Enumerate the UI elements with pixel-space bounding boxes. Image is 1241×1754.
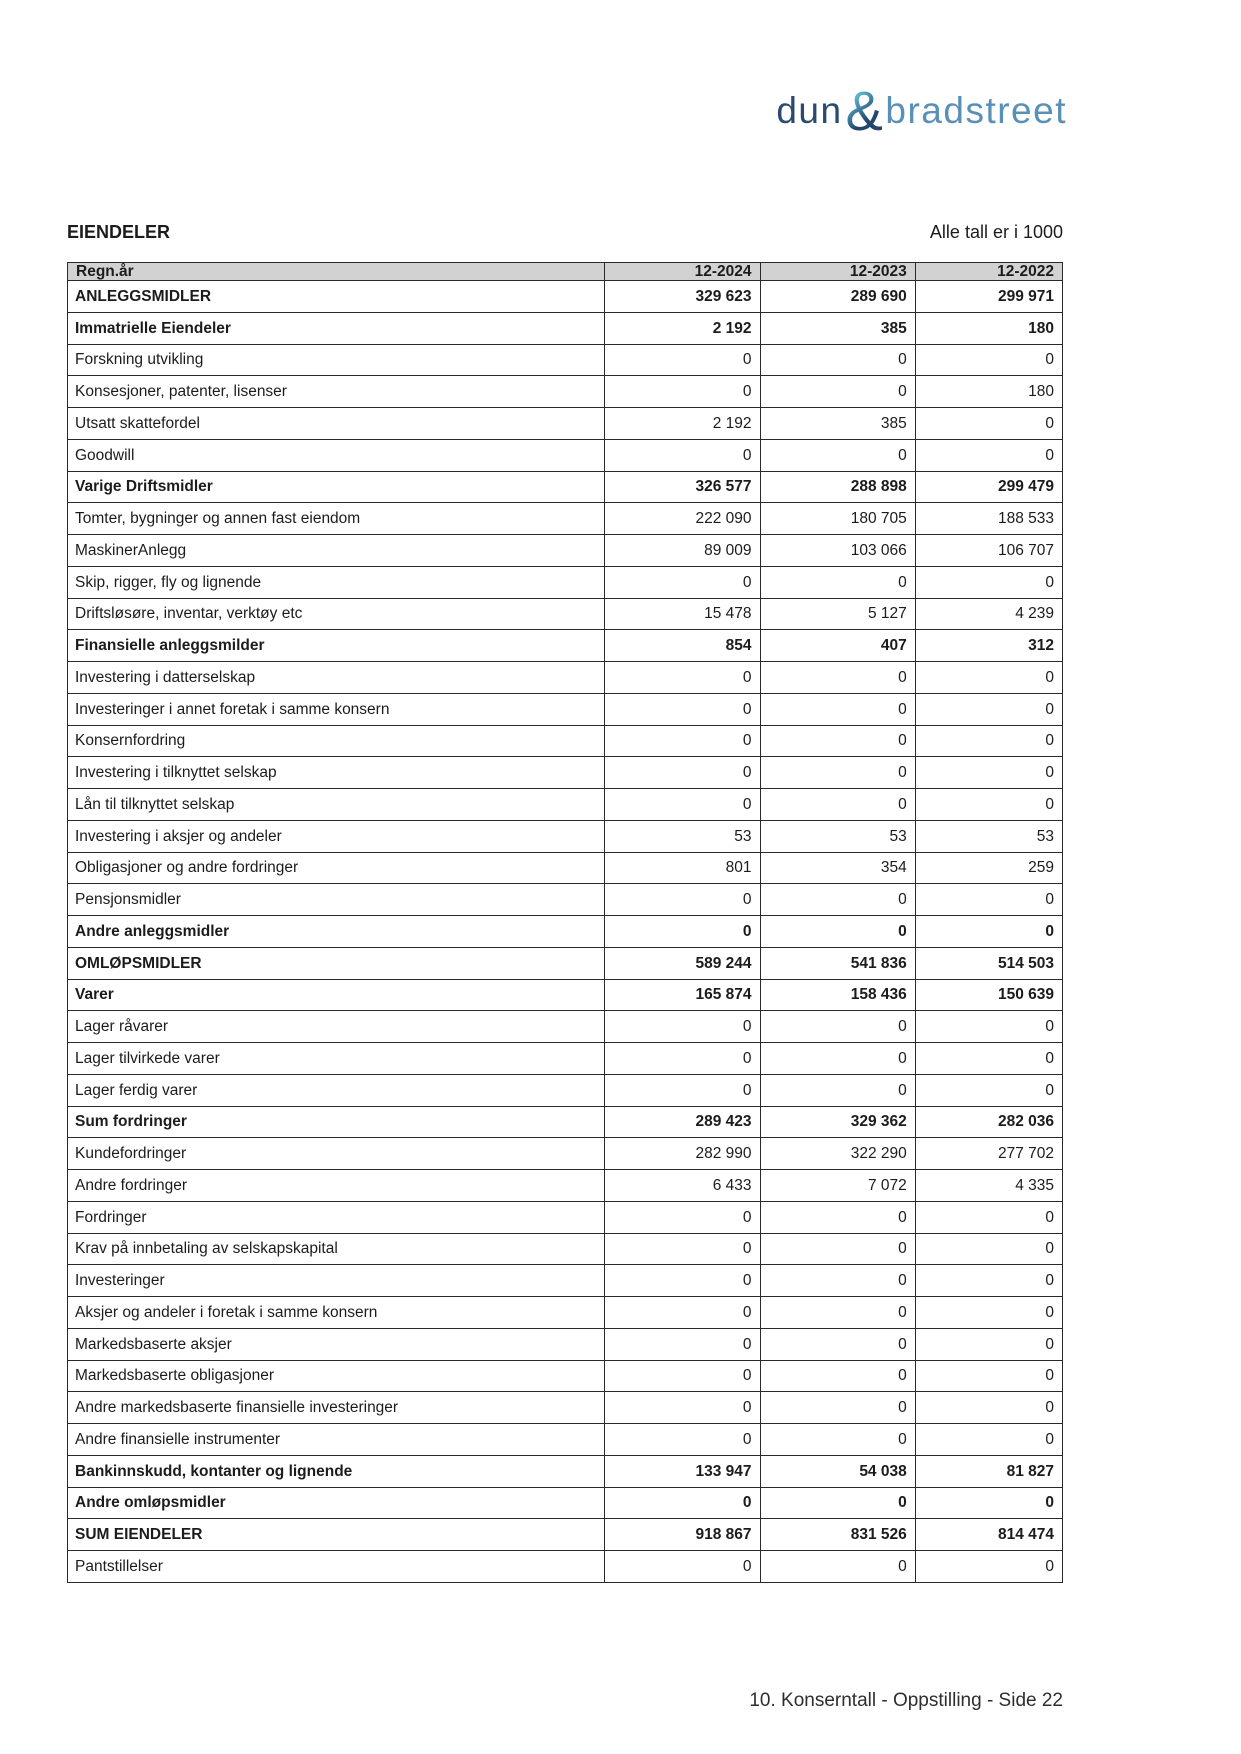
row-label: Varer bbox=[68, 979, 605, 1011]
row-value: 0 bbox=[915, 1392, 1062, 1424]
table-row bbox=[68, 1201, 1063, 1233]
row-label: SUM EIENDELER bbox=[68, 1519, 605, 1551]
table-row bbox=[68, 979, 1063, 1011]
row-value: 0 bbox=[760, 1392, 915, 1424]
row-label: Goodwill bbox=[68, 439, 605, 471]
row-value: 0 bbox=[760, 1265, 915, 1297]
row-value: 0 bbox=[605, 344, 760, 376]
table-row bbox=[68, 1424, 1063, 1456]
table-header-row bbox=[68, 263, 1063, 281]
row-value: 0 bbox=[605, 1011, 760, 1043]
table-row bbox=[68, 693, 1063, 725]
row-value: 0 bbox=[605, 1043, 760, 1075]
row-value: 299 971 bbox=[915, 281, 1062, 313]
row-label: ANLEGGSMIDLER bbox=[68, 281, 605, 313]
row-label: Andre fordringer bbox=[68, 1170, 605, 1202]
row-value: 0 bbox=[605, 1424, 760, 1456]
row-value: 289 423 bbox=[605, 1106, 760, 1138]
column-header-year-2: 12-2023 bbox=[760, 263, 915, 281]
table-row bbox=[68, 884, 1063, 916]
row-label: Pensjonsmidler bbox=[68, 884, 605, 916]
row-value: 106 707 bbox=[915, 535, 1062, 567]
table-row bbox=[68, 1074, 1063, 1106]
row-value: 0 bbox=[915, 1328, 1062, 1360]
table-row bbox=[68, 312, 1063, 344]
row-value: 0 bbox=[915, 1011, 1062, 1043]
row-label: Lån til tilknyttet selskap bbox=[68, 789, 605, 821]
table-row bbox=[68, 1106, 1063, 1138]
row-value: 0 bbox=[605, 1074, 760, 1106]
row-label: Lager ferdig varer bbox=[68, 1074, 605, 1106]
row-value: 0 bbox=[605, 1328, 760, 1360]
row-value: 0 bbox=[915, 1487, 1062, 1519]
row-value: 0 bbox=[605, 662, 760, 694]
row-value: 0 bbox=[760, 1201, 915, 1233]
row-label: Andre omløpsmidler bbox=[68, 1487, 605, 1519]
row-value: 326 577 bbox=[605, 471, 760, 503]
row-value: 0 bbox=[760, 1551, 915, 1583]
row-value: 4 335 bbox=[915, 1170, 1062, 1202]
column-header-year-3: 12-2022 bbox=[915, 263, 1062, 281]
table-row bbox=[68, 535, 1063, 567]
row-label: Skip, rigger, fly og lignende bbox=[68, 566, 605, 598]
row-value: 854 bbox=[605, 630, 760, 662]
row-value: 0 bbox=[760, 1360, 915, 1392]
row-value: 0 bbox=[760, 1011, 915, 1043]
row-value: 0 bbox=[915, 439, 1062, 471]
table-row bbox=[68, 947, 1063, 979]
row-value: 54 038 bbox=[760, 1455, 915, 1487]
row-value: 81 827 bbox=[915, 1455, 1062, 1487]
row-value: 282 990 bbox=[605, 1138, 760, 1170]
row-value: 299 479 bbox=[915, 471, 1062, 503]
row-value: 0 bbox=[760, 376, 915, 408]
row-label: Pantstillelser bbox=[68, 1551, 605, 1583]
table-heading-row bbox=[67, 222, 1063, 243]
page-footer: 10. Konserntall - Oppstilling - Side 22 bbox=[749, 1690, 1063, 1711]
table-row bbox=[68, 1328, 1063, 1360]
table-row bbox=[68, 852, 1063, 884]
column-header-year-1: 12-2024 bbox=[605, 263, 760, 281]
row-value: 0 bbox=[915, 693, 1062, 725]
row-value: 0 bbox=[605, 884, 760, 916]
row-label: Investering i aksjer og andeler bbox=[68, 820, 605, 852]
row-value: 133 947 bbox=[605, 1455, 760, 1487]
table-row bbox=[68, 439, 1063, 471]
logo-word-bradstreet: bradstreet bbox=[885, 90, 1067, 131]
row-label: Finansielle anleggsmilder bbox=[68, 630, 605, 662]
table-row bbox=[68, 503, 1063, 535]
row-value: 0 bbox=[915, 884, 1062, 916]
row-value: 0 bbox=[760, 344, 915, 376]
row-label: Lager råvarer bbox=[68, 1011, 605, 1043]
row-value: 0 bbox=[605, 1360, 760, 1392]
table-row bbox=[68, 1551, 1063, 1583]
row-label: Immatrielle Eiendeler bbox=[68, 312, 605, 344]
row-label: Konsernfordring bbox=[68, 725, 605, 757]
row-value: 312 bbox=[915, 630, 1062, 662]
row-value: 0 bbox=[605, 693, 760, 725]
row-label: Lager tilvirkede varer bbox=[68, 1043, 605, 1075]
row-value: 0 bbox=[915, 1360, 1062, 1392]
row-label: Aksjer og andeler i foretak i samme konsern bbox=[68, 1297, 605, 1329]
table-row bbox=[68, 725, 1063, 757]
row-value: 0 bbox=[760, 789, 915, 821]
row-value: 0 bbox=[760, 1328, 915, 1360]
row-label: Investeringer i annet foretak i samme konsern bbox=[68, 693, 605, 725]
logo-ampersand-icon: & bbox=[845, 79, 885, 142]
row-value: 0 bbox=[915, 1233, 1062, 1265]
dun-and-bradstreet-logo bbox=[776, 76, 1067, 142]
row-value: 0 bbox=[915, 662, 1062, 694]
table-row bbox=[68, 1519, 1063, 1551]
row-value: 0 bbox=[760, 1233, 915, 1265]
row-value: 188 533 bbox=[915, 503, 1062, 535]
row-value: 918 867 bbox=[605, 1519, 760, 1551]
row-value: 222 090 bbox=[605, 503, 760, 535]
table-row bbox=[68, 1487, 1063, 1519]
table-row bbox=[68, 376, 1063, 408]
row-value: 0 bbox=[760, 1297, 915, 1329]
row-value: 0 bbox=[915, 789, 1062, 821]
row-label: Kundefordringer bbox=[68, 1138, 605, 1170]
row-value: 0 bbox=[605, 916, 760, 948]
row-label: Varige Driftsmidler bbox=[68, 471, 605, 503]
row-label: Andre finansielle instrumenter bbox=[68, 1424, 605, 1456]
row-value: 329 362 bbox=[760, 1106, 915, 1138]
table-row bbox=[68, 1392, 1063, 1424]
row-value: 0 bbox=[915, 1201, 1062, 1233]
row-label: Bankinnskudd, kontanter og lignende bbox=[68, 1455, 605, 1487]
row-value: 0 bbox=[760, 757, 915, 789]
table-row bbox=[68, 820, 1063, 852]
row-value: 541 836 bbox=[760, 947, 915, 979]
row-value: 0 bbox=[605, 725, 760, 757]
row-label: MaskinerAnlegg bbox=[68, 535, 605, 567]
row-label: Sum fordringer bbox=[68, 1106, 605, 1138]
row-label: Konsesjoner, patenter, lisenser bbox=[68, 376, 605, 408]
row-value: 2 192 bbox=[605, 408, 760, 440]
row-label: Investering i datterselskap bbox=[68, 662, 605, 694]
table-row bbox=[68, 1011, 1063, 1043]
row-value: 53 bbox=[760, 820, 915, 852]
row-value: 0 bbox=[605, 757, 760, 789]
row-value: 0 bbox=[915, 344, 1062, 376]
row-label: Andre markedsbaserte finansielle investeringer bbox=[68, 1392, 605, 1424]
table-row bbox=[68, 1265, 1063, 1297]
row-value: 0 bbox=[605, 1233, 760, 1265]
row-value: 0 bbox=[605, 566, 760, 598]
row-value: 180 705 bbox=[760, 503, 915, 535]
row-label: OMLØPSMIDLER bbox=[68, 947, 605, 979]
row-value: 53 bbox=[915, 820, 1062, 852]
row-value: 0 bbox=[760, 916, 915, 948]
row-value: 0 bbox=[760, 1487, 915, 1519]
row-value: 0 bbox=[915, 1043, 1062, 1075]
table-row bbox=[68, 916, 1063, 948]
row-label: Utsatt skattefordel bbox=[68, 408, 605, 440]
row-value: 407 bbox=[760, 630, 915, 662]
row-value: 322 290 bbox=[760, 1138, 915, 1170]
row-value: 0 bbox=[605, 1265, 760, 1297]
table-row bbox=[68, 566, 1063, 598]
row-value: 288 898 bbox=[760, 471, 915, 503]
row-value: 7 072 bbox=[760, 1170, 915, 1202]
row-label: Krav på innbetaling av selskapskapital bbox=[68, 1233, 605, 1265]
row-label: Fordringer bbox=[68, 1201, 605, 1233]
row-value: 831 526 bbox=[760, 1519, 915, 1551]
row-value: 801 bbox=[605, 852, 760, 884]
row-value: 514 503 bbox=[915, 947, 1062, 979]
row-value: 0 bbox=[915, 408, 1062, 440]
row-label: Tomter, bygninger og annen fast eiendom bbox=[68, 503, 605, 535]
row-value: 354 bbox=[760, 852, 915, 884]
table-row bbox=[68, 408, 1063, 440]
row-value: 0 bbox=[605, 1297, 760, 1329]
row-value: 0 bbox=[605, 1487, 760, 1519]
row-value: 0 bbox=[915, 725, 1062, 757]
row-value: 0 bbox=[760, 1074, 915, 1106]
table-row bbox=[68, 598, 1063, 630]
row-value: 180 bbox=[915, 312, 1062, 344]
balance-sheet-table bbox=[67, 262, 1063, 1583]
row-value: 0 bbox=[915, 1551, 1062, 1583]
table-row bbox=[68, 662, 1063, 694]
row-value: 329 623 bbox=[605, 281, 760, 313]
row-value: 0 bbox=[915, 916, 1062, 948]
row-value: 0 bbox=[760, 1043, 915, 1075]
row-value: 180 bbox=[915, 376, 1062, 408]
row-value: 0 bbox=[605, 789, 760, 821]
table-row bbox=[68, 1233, 1063, 1265]
row-value: 53 bbox=[605, 820, 760, 852]
row-value: 589 244 bbox=[605, 947, 760, 979]
row-value: 259 bbox=[915, 852, 1062, 884]
row-value: 0 bbox=[605, 1392, 760, 1424]
table-row bbox=[68, 757, 1063, 789]
table-row bbox=[68, 281, 1063, 313]
row-value: 0 bbox=[915, 566, 1062, 598]
row-label: Driftsløsøre, inventar, verktøy etc bbox=[68, 598, 605, 630]
row-value: 0 bbox=[760, 725, 915, 757]
row-value: 0 bbox=[915, 1265, 1062, 1297]
row-value: 0 bbox=[915, 1297, 1062, 1329]
row-value: 385 bbox=[760, 408, 915, 440]
row-value: 385 bbox=[760, 312, 915, 344]
row-label: Investering i tilknyttet selskap bbox=[68, 757, 605, 789]
table-row bbox=[68, 1170, 1063, 1202]
row-value: 5 127 bbox=[760, 598, 915, 630]
row-value: 0 bbox=[760, 439, 915, 471]
row-value: 0 bbox=[605, 439, 760, 471]
year-row-label: Regn.år bbox=[68, 263, 605, 281]
row-label: Obligasjoner og andre fordringer bbox=[68, 852, 605, 884]
table-row bbox=[68, 1360, 1063, 1392]
row-value: 289 690 bbox=[760, 281, 915, 313]
row-label: Markedsbaserte obligasjoner bbox=[68, 1360, 605, 1392]
table-row bbox=[68, 1043, 1063, 1075]
table-row bbox=[68, 630, 1063, 662]
row-value: 165 874 bbox=[605, 979, 760, 1011]
table-row bbox=[68, 789, 1063, 821]
table-row bbox=[68, 1455, 1063, 1487]
page-title: EIENDELER bbox=[67, 222, 171, 242]
row-value: 2 192 bbox=[605, 312, 760, 344]
row-value: 150 639 bbox=[915, 979, 1062, 1011]
row-value: 0 bbox=[605, 1551, 760, 1583]
row-value: 103 066 bbox=[760, 535, 915, 567]
row-value: 814 474 bbox=[915, 1519, 1062, 1551]
row-value: 0 bbox=[915, 1074, 1062, 1106]
row-value: 0 bbox=[915, 1424, 1062, 1456]
row-value: 4 239 bbox=[915, 598, 1062, 630]
row-value: 6 433 bbox=[605, 1170, 760, 1202]
row-value: 282 036 bbox=[915, 1106, 1062, 1138]
row-value: 158 436 bbox=[760, 979, 915, 1011]
row-value: 0 bbox=[915, 757, 1062, 789]
row-label: Andre anleggsmidler bbox=[68, 916, 605, 948]
row-label: Forskning utvikling bbox=[68, 344, 605, 376]
row-value: 0 bbox=[760, 693, 915, 725]
row-value: 0 bbox=[760, 1424, 915, 1456]
row-label: Investeringer bbox=[68, 1265, 605, 1297]
row-value: 0 bbox=[760, 884, 915, 916]
row-value: 0 bbox=[760, 566, 915, 598]
row-value: 15 478 bbox=[605, 598, 760, 630]
row-value: 89 009 bbox=[605, 535, 760, 567]
row-value: 277 702 bbox=[915, 1138, 1062, 1170]
units-note: Alle tall er i 1000 bbox=[929, 222, 1063, 242]
row-value: 0 bbox=[760, 662, 915, 694]
table-row bbox=[68, 1138, 1063, 1170]
row-value: 0 bbox=[605, 376, 760, 408]
table-row bbox=[68, 471, 1063, 503]
table-row bbox=[68, 1297, 1063, 1329]
row-label: Markedsbaserte aksjer bbox=[68, 1328, 605, 1360]
table-row bbox=[68, 344, 1063, 376]
logo-word-dun: dun bbox=[776, 90, 843, 131]
row-value: 0 bbox=[605, 1201, 760, 1233]
